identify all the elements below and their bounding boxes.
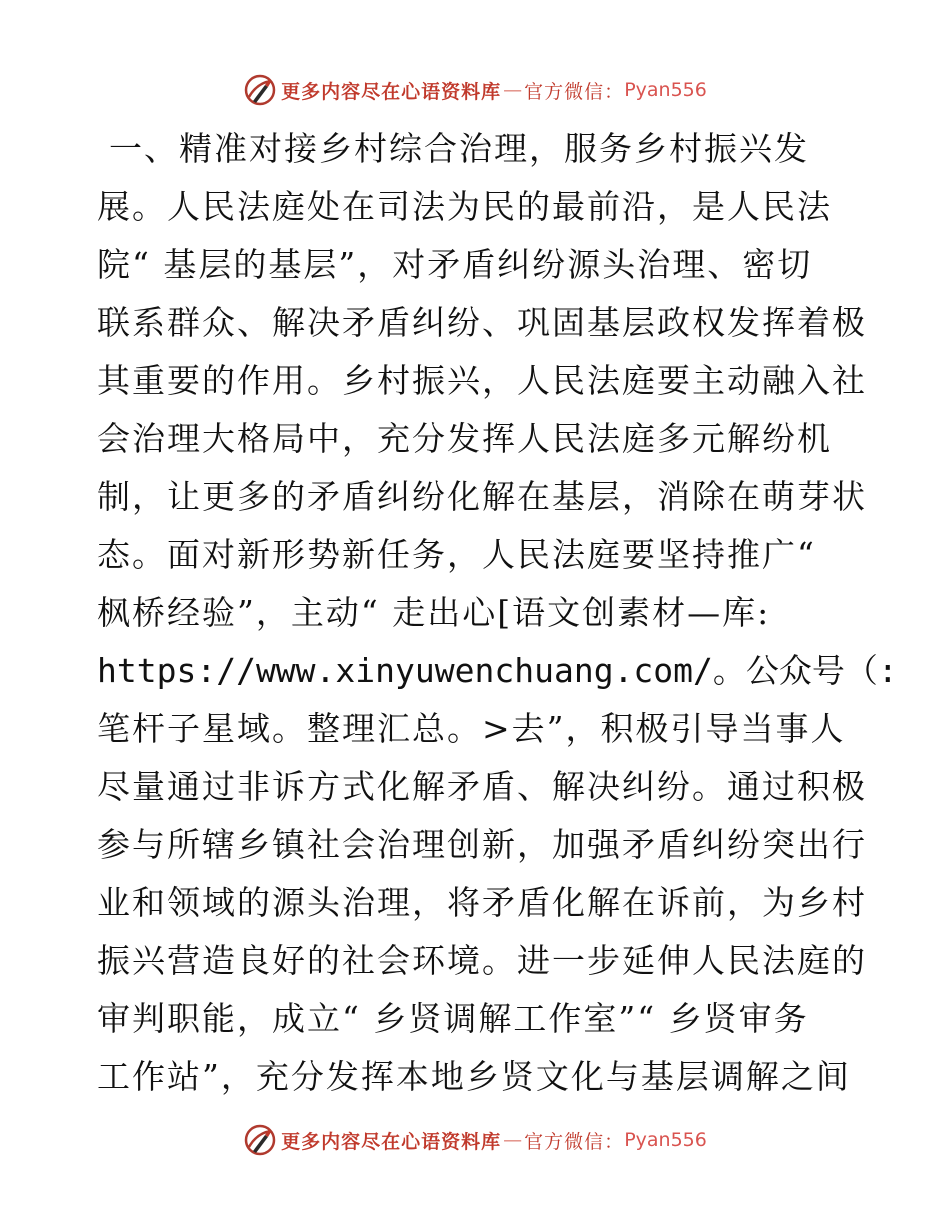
banner-separator: — [503, 79, 523, 101]
text-line: 联系群众、解决矛盾纠纷、巩固基层政权发挥着极 [97, 303, 867, 342]
footer-banner [0, 1120, 950, 1160]
header-banner [0, 70, 950, 110]
text-line: 参与所辖乡镇社会治理创新，加强矛盾纠纷突出行 [97, 825, 867, 864]
banner-wechat-label: 官方微信： [524, 1130, 625, 1153]
text-line: 其重要的作用。乡村振兴，人民法庭要主动融入社 [97, 361, 867, 400]
text-line: 制，让更多的矛盾纠纷化解在基层，消除在萌芽状 [97, 477, 867, 516]
banner-wechat-label: 官方微信： [524, 80, 625, 103]
text-line: 院“ 基层的基层”，对矛盾纠纷源头治理、密切 [97, 245, 813, 284]
text-line: 枫桥经验”，主动“ 走出心[语文创素材—库: [97, 593, 771, 632]
banner-wechat-id: Pyan556 [624, 79, 707, 101]
text-line: 笔杆子星域。整理汇总。>去”，积极引导当事人 [97, 709, 846, 748]
text-line: 一、精准对接乡村综合治理，服务乡村振兴发 [109, 129, 809, 168]
text-line: 振兴营造良好的社会环境。进一步延伸人民法庭的 [97, 941, 867, 980]
text-line: 展。人民法庭处在司法为民的最前沿，是人民法 [97, 187, 832, 226]
text-line-url: https://www.xinyuwenchuang.com/。公众号（: [97, 651, 898, 690]
pen-logo-icon [243, 73, 277, 107]
text-line: 会治理大格局中，充分发挥人民法庭多元解纷机 [97, 419, 832, 458]
banner-wechat-id: Pyan556 [624, 1129, 707, 1151]
text-line: 态。面对新形势新任务，人民法庭要坚持推广“ [97, 535, 816, 574]
text-line: 工作站”，充分发挥本地乡贤文化与基层调解之间 [97, 1057, 851, 1096]
text-line: 审判职能，成立“ 乡贤调解工作室”“ 乡贤审务 [97, 999, 809, 1038]
banner-separator: — [503, 1129, 523, 1151]
banner-title: 更多内容尽在心语资料库 [281, 1130, 502, 1153]
pen-logo-icon [243, 1123, 277, 1157]
banner-title: 更多内容尽在心语资料库 [281, 80, 502, 103]
text-line: 尽量通过非诉方式化解矛盾、解决纠纷。通过积极 [97, 767, 867, 806]
text-line: 业和领域的源头治理，将矛盾化解在诉前，为乡村 [97, 883, 867, 922]
body-text [97, 126, 898, 1112]
